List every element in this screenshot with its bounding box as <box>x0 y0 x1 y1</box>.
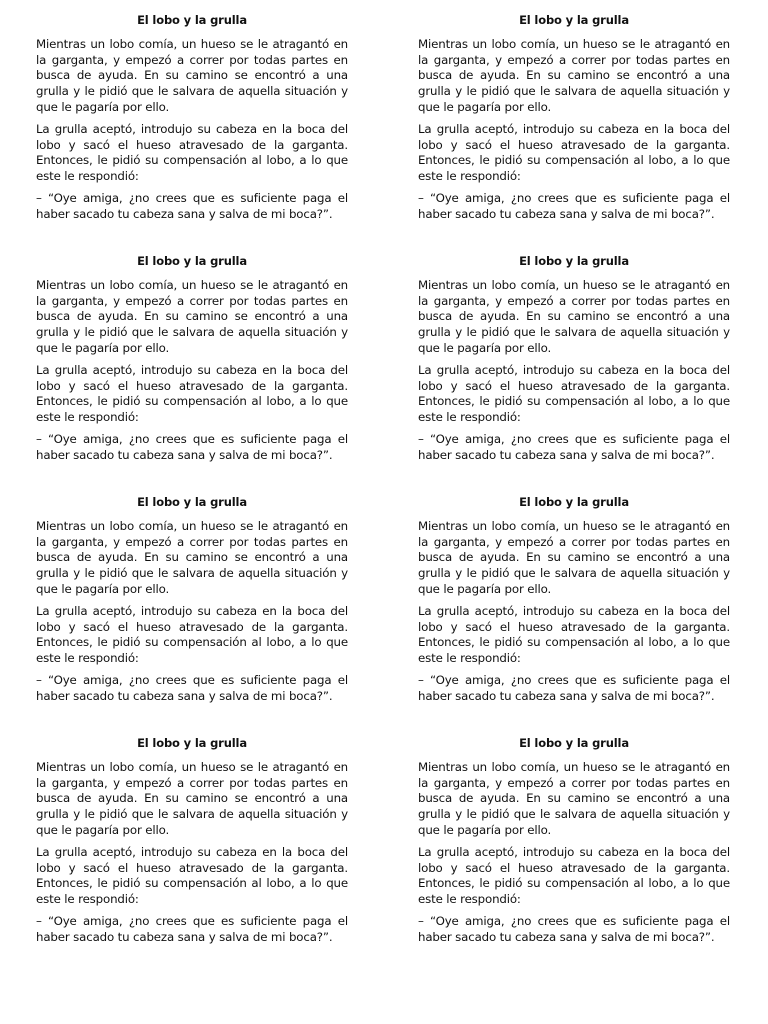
fable-title: El lobo y la grulla <box>137 736 247 750</box>
fable-paragraph: La grulla aceptó, introdujo su cabeza en la boca del lobo y sacó el hueso atravesado de la garganta. Entonces, le pidió su compensación al lobo, a lo que este le respondió: <box>418 121 730 184</box>
fable-card <box>36 495 348 711</box>
fable-paragraph: La grulla aceptó, introdujo su cabeza en la boca del lobo y sacó el hueso atravesado de la garganta. Entonces, le pidió su compensación al lobo, a lo que este le respondió: <box>36 362 348 425</box>
fable-paragraph: – “Oye amiga, ¿no crees que es suficiente paga el haber sacado tu cabeza sana y salva de mi boca?”. <box>418 672 730 703</box>
fable-title: El lobo y la grulla <box>519 13 629 27</box>
fable-paragraph: La grulla aceptó, introdujo su cabeza en la boca del lobo y sacó el hueso atravesado de la garganta. Entonces, le pidió su compensación al lobo, a lo que este le respondió: <box>36 844 348 907</box>
fable-paragraph: La grulla aceptó, introdujo su cabeza en la boca del lobo y sacó el hueso atravesado de la garganta. Entonces, le pidió su compensación al lobo, a lo que este le respondió: <box>418 603 730 666</box>
fable-paragraph: – “Oye amiga, ¿no crees que es suficiente paga el haber sacado tu cabeza sana y salva de mi boca?”. <box>36 190 348 221</box>
fable-title: El lobo y la grulla <box>137 13 247 27</box>
fable-paragraph: La grulla aceptó, introdujo su cabeza en la boca del lobo y sacó el hueso atravesado de la garganta. Entonces, le pidió su compensación al lobo, a lo que este le respondió: <box>36 603 348 666</box>
fable-paragraph: Mientras un lobo comía, un hueso se le atragantó en la garganta, y empezó a correr por todas partes en busca de ayuda. En su camino se encontró a una grulla y le pidió que le salvara de aquella situación y que le pagaría por ello. <box>418 277 730 355</box>
fable-paragraph: – “Oye amiga, ¿no crees que es suficiente paga el haber sacado tu cabeza sana y salva de mi boca?”. <box>36 431 348 462</box>
fable-paragraph: Mientras un lobo comía, un hueso se le atragantó en la garganta, y empezó a correr por todas partes en busca de ayuda. En su camino se encontró a una grulla y le pidió que le salvara de aquella situación y que le pagaría por ello. <box>418 36 730 114</box>
fable-title: El lobo y la grulla <box>519 736 629 750</box>
fable-paragraph: – “Oye amiga, ¿no crees que es suficiente paga el haber sacado tu cabeza sana y salva de mi boca?”. <box>36 672 348 703</box>
fable-paragraph: Mientras un lobo comía, un hueso se le atragantó en la garganta, y empezó a correr por todas partes en busca de ayuda. En su camino se encontró a una grulla y le pidió que le salvara de aquella situación y que le pagaría por ello. <box>36 518 348 596</box>
fable-paragraph: La grulla aceptó, introdujo su cabeza en la boca del lobo y sacó el hueso atravesado de la garganta. Entonces, le pidió su compensación al lobo, a lo que este le respondió: <box>418 362 730 425</box>
fable-card <box>418 13 730 229</box>
fable-title: El lobo y la grulla <box>519 254 629 268</box>
fable-paragraph: Mientras un lobo comía, un hueso se le atragantó en la garganta, y empezó a correr por todas partes en busca de ayuda. En su camino se encontró a una grulla y le pidió que le salvara de aquella situación y que le pagaría por ello. <box>36 277 348 355</box>
fable-paragraph: Mientras un lobo comía, un hueso se le atragantó en la garganta, y empezó a correr por todas partes en busca de ayuda. En su camino se encontró a una grulla y le pidió que le salvara de aquella situación y que le pagaría por ello. <box>418 759 730 837</box>
fable-paragraph: La grulla aceptó, introdujo su cabeza en la boca del lobo y sacó el hueso atravesado de la garganta. Entonces, le pidió su compensación al lobo, a lo que este le respondió: <box>36 121 348 184</box>
fable-card <box>418 736 730 952</box>
fable-card <box>36 254 348 470</box>
fable-paragraph: Mientras un lobo comía, un hueso se le atragantó en la garganta, y empezó a correr por todas partes en busca de ayuda. En su camino se encontró a una grulla y le pidió que le salvara de aquella situación y que le pagaría por ello. <box>418 518 730 596</box>
fable-paragraph: – “Oye amiga, ¿no crees que es suficiente paga el haber sacado tu cabeza sana y salva de mi boca?”. <box>418 913 730 944</box>
fable-paragraph: La grulla aceptó, introdujo su cabeza en la boca del lobo y sacó el hueso atravesado de la garganta. Entonces, le pidió su compensación al lobo, a lo que este le respondió: <box>418 844 730 907</box>
fable-title: El lobo y la grulla <box>137 495 247 509</box>
fable-paragraph: – “Oye amiga, ¿no crees que es suficiente paga el haber sacado tu cabeza sana y salva de mi boca?”. <box>418 190 730 221</box>
fable-card <box>418 495 730 711</box>
fable-paragraph: Mientras un lobo comía, un hueso se le atragantó en la garganta, y empezó a correr por todas partes en busca de ayuda. En su camino se encontró a una grulla y le pidió que le salvara de aquella situación y que le pagaría por ello. <box>36 759 348 837</box>
fable-paragraph: – “Oye amiga, ¿no crees que es suficiente paga el haber sacado tu cabeza sana y salva de mi boca?”. <box>36 913 348 944</box>
fable-title: El lobo y la grulla <box>519 495 629 509</box>
fable-title: El lobo y la grulla <box>137 254 247 268</box>
fable-paragraph: – “Oye amiga, ¿no crees que es suficiente paga el haber sacado tu cabeza sana y salva de mi boca?”. <box>418 431 730 462</box>
fable-card <box>418 254 730 470</box>
fable-paragraph: Mientras un lobo comía, un hueso se le atragantó en la garganta, y empezó a correr por todas partes en busca de ayuda. En su camino se encontró a una grulla y le pidió que le salvara de aquella situación y que le pagaría por ello. <box>36 36 348 114</box>
fable-card <box>36 736 348 952</box>
fable-card <box>36 13 348 229</box>
